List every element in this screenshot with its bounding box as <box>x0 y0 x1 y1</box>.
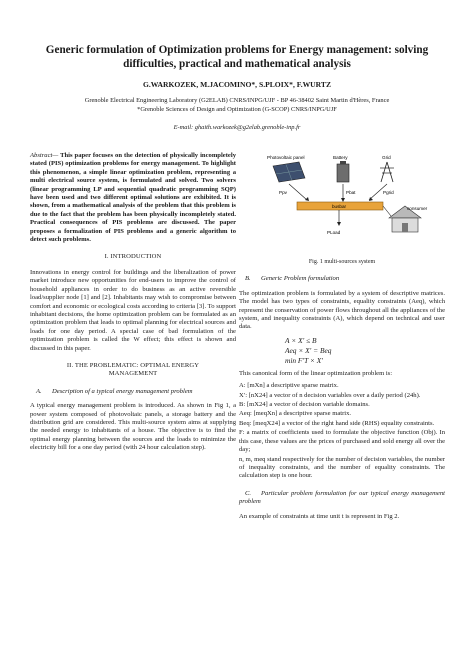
title-line-2: difficulties, practical and mathematical analysis <box>123 57 351 70</box>
subsection-b-paragraph: The optimization problem is formulated by a system of descriptive matrices. The model has two types of constraints, equality constraints (Aeq), which represent the conservation of power flows throughout all the appliances of the system, and inequality constraints (A), which depend on technical and user data. <box>239 289 445 331</box>
subsection-a-paragraph: A typical energy management problem is introduced. As shown in Fig 1, a power system composed of photovoltaic panels, a storage battery and the distribution grid are considered. This multi-source system aims at supplying the needed energy to inhabitants of a house. The objective is to find the optimal energy planning between the sources and the loads to minimize the electricity bill for a one day period (with 24 hour calculation step). <box>30 402 236 452</box>
definition-item: n, m, meq stand respectively for the number of decision variables, the number of inequality constraints, and the number of equality constraints. The calculation step is one hour. <box>239 455 445 480</box>
subsection-b-heading <box>239 275 445 283</box>
affiliation-line-1: Grenoble Electrical Engineering Laboratory (G2ELAB) CNRS/INPG/UJF - BP 46-38402 Saint Martin d'Hères, France <box>84 97 390 104</box>
battery-label: Battery <box>333 155 348 160</box>
subsection-a-heading <box>30 388 236 396</box>
definition-item: F: a matrix of coefficients used to formulate the objective function (Obj). In this case, these values are the prices of purchased and sold energy all over the day; <box>239 429 445 454</box>
subsection-b-number: B. <box>245 275 251 283</box>
subsection-c-number: C. <box>245 489 252 497</box>
subsection-c-heading <box>239 490 445 507</box>
definition-item: Beq: [meqX24] a vector of the right hand side (RHS) equality constraints. <box>239 419 435 427</box>
authors: G.WARKOZEK, M.JACOMINO*, S.PLOIX*, F.WURTZ <box>142 80 332 89</box>
definition-item: Aeq: [meqXn] a descriptive sparse matrix. <box>239 410 352 418</box>
definition-item: X′: [nX24] a vector of n decision variables over a daily period (24h). <box>239 391 421 399</box>
canonical-form-intro: This canonical form of the linear optimization problem is: <box>239 369 393 377</box>
affiliations <box>30 97 444 114</box>
introduction-paragraph: Innovations in energy control for buildings and the liberalization of power market introduce new opportunities for end-users to improve the control of household appliances in order to do business as an active reversible load/supplier node [1] and [2]. Inhabitants may wish to compromise between comfort and economic or ecological costs according to criteria [3]. To support inhabitant decisions, the home optimization problem can be formulated as an optimization problem that leads to optimal planning for electrical sources and loads for one day period. A special case of bad formulation of the optimization problem is called the W effect; this effect is shown and discussed in this paper. <box>30 268 236 352</box>
left-column <box>30 152 236 457</box>
subsection-b-title: Generic Problem formulation <box>261 275 340 283</box>
abstract-text: This paper focuses on the detection of physically incompletely stated (PIS) optimization problems for energy management. To highlight this phenomenon, a simple linear optimization problem, representing a multi electrical source system, is formulated and solved. Two solvers (linear programming LP and sequential quadratic programming SQP) have been used and two different optimal solutions are exhibited. It is shown, from a mathematical analysis of the problem that this problem is due to the fact that the problem has been physically incompletely stated. Practical consequences of PIS problems are discussed. The paper proposes a formalization of PIS problems and a generic algorithm to detect such problems. <box>30 152 236 244</box>
definition-item: A: [mXn] a descriptive sparse matrix. <box>239 382 339 390</box>
title-line-1: Generic formulation of Optimization problems for Energy management: solving <box>45 44 429 56</box>
pv-label: Photovoltaic panel <box>267 155 305 160</box>
subsection-c-title: Particular problem formulation for our typical energy management problem <box>239 489 445 506</box>
busbar-label: busbar <box>332 204 347 209</box>
ppv-label: Ppv <box>279 190 287 195</box>
section-introduction-heading: I. INTRODUCTION <box>104 253 162 261</box>
figure-diagram <box>239 148 445 254</box>
equation-objective: min F′T × X′ <box>285 355 323 365</box>
subsection-a-title: Description of a typical energy management problem <box>52 387 193 395</box>
power-flow-arrows <box>289 184 387 202</box>
right-column <box>239 148 445 525</box>
load-label: PLoad <box>327 230 341 235</box>
solar-panel-icon <box>273 162 305 182</box>
abstract <box>30 152 236 244</box>
pbat-label: Pbat <box>346 190 356 195</box>
grid-label: Grid <box>382 155 391 160</box>
grid-tower-icon <box>380 162 394 182</box>
equation-equality: Aeq × X′ = Beq <box>285 345 332 355</box>
consumer-label: consumer <box>407 206 428 211</box>
subsection-c-paragraph: An example of constraints at time unit t is represent in Fig 2. <box>239 512 400 520</box>
paper-title <box>30 44 444 71</box>
subsection-a-number: A. <box>36 387 42 395</box>
pgrid-label: Pgrid <box>383 190 394 195</box>
equation-inequality: A × X′ ≤ B <box>285 335 317 345</box>
section-problematic-line-1: II. THE PROBLEMATIC: OPTIMAL ENERGY <box>66 361 200 369</box>
affiliation-line-2: *Grenoble Sciences of Design and Optimization (G-SCOP) CNRS/INPG/UJF <box>137 105 337 113</box>
definition-list <box>239 382 445 480</box>
equation-block <box>239 336 445 366</box>
section-problematic-heading <box>30 362 236 379</box>
abstract-label: Abstract— <box>30 152 59 159</box>
section-problematic-line-2: MANAGEMENT <box>108 370 158 378</box>
battery-icon <box>337 161 349 182</box>
definition-item: B: [mX24] a vector of decision variable domains. <box>239 401 370 409</box>
email: E-mail: ghaith.warkozek@g2elab.grenoble-inp.fr <box>173 124 301 131</box>
figure-caption: Fig. 1 multi-sources system <box>308 259 376 265</box>
figure-multi-source-system <box>239 148 445 254</box>
